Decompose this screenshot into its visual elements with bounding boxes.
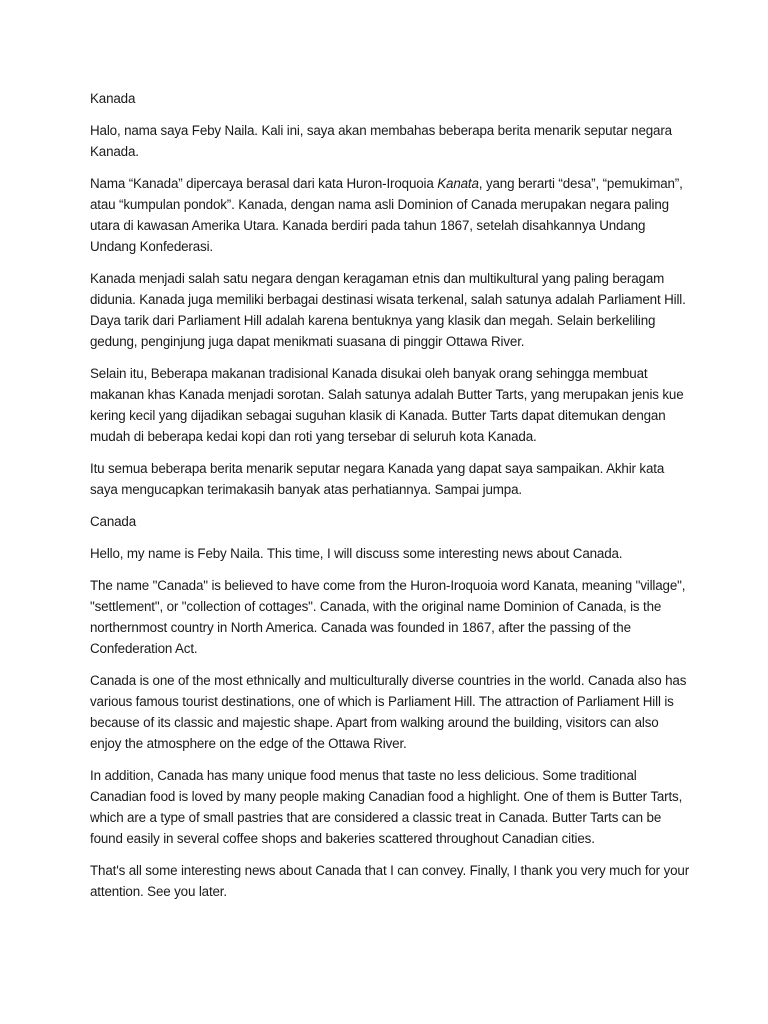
indonesian-title: Kanada	[90, 91, 136, 106]
english-paragraph-4: In addition, Canada has many unique food menus that taste no less delicious. Some traditional Canadian food is loved by many people making Canadian food a highlight. One of them is Butter Tarts, which are a type of small pastries that are considered a classic treat in Canada. Butter Tarts can be found easily in several coffee shops and bakeries scattered throughout Canadian cities.	[90, 768, 683, 846]
english-paragraph-1: Hello, my name is Feby Naila. This time, I will discuss some interesting news about Canada.	[90, 546, 623, 561]
indonesian-paragraph-1: Halo, nama saya Feby Naila. Kali ini, saya akan membahas beberapa berita menarik seputar negara Kanada.	[90, 123, 672, 159]
indonesian-paragraph-3: Kanada menjadi salah satu negara dengan keragaman etnis dan multikultural yang paling beragam didunia. Kanada juga memiliki berbagai destinasi wisata terkenal, salah satunya adalah Parliament Hill. Daya tarik dari Parliament Hill adalah karena bentuknya yang klasik dan megah. Selain berkeliling gedung, penginjung juga dapat menikmati suasana di pinggir Ottawa River.	[90, 271, 686, 349]
document-page	[90, 88, 690, 913]
english-title: Canada	[90, 514, 137, 529]
indonesian-paragraph-4: Selain itu, Beberapa makanan tradisional Kanada disukai oleh banyak orang sehingga membuat makanan khas Kanada menjadi sorotan. Salah satunya adalah Butter Tarts, yang merupakan jenis kue kering kecil yang dijadikan sebagai suguhan klasik di Kanada. Butter Tarts dapat ditemukan dengan mudah di beberapa kedai kopi dan roti yang tersebar di seluruh kota Kanada.	[90, 366, 684, 444]
english-paragraph-5: That's all some interesting news about Canada that I can convey. Finally, I thank you very much for your attention. See you later.	[90, 863, 690, 899]
indonesian-paragraph-2-start: Nama “Kanada” dipercaya berasal dari kata Huron-Iroquoia	[90, 176, 438, 191]
english-paragraph-3: Canada is one of the most ethnically and multiculturally diverse countries in the world. Canada also has various famous tourist destinations, one of which is Parliament Hill. The attraction of Parliament Hill is because of its classic and majestic shape. Apart from walking around the building, visitors can also enjoy the atmosphere on the edge of the Ottawa River.	[90, 673, 687, 751]
kanata-italic: Kanata	[437, 176, 479, 191]
english-paragraph-2: The name "Canada" is believed to have come from the Huron-Iroquoia word Kanata, meaning "village", "settlement", or "collection of cottages". Canada, with the original name Dominion of Canada, is the northernmost country in North America. Canada was founded in 1867, after the passing of the Confederation Act.	[90, 578, 686, 656]
indonesian-paragraph-2	[90, 173, 690, 257]
indonesian-paragraph-2-end: , yang berarti “desa”, “pemukiman”, atau “kumpulan pondok”. Kanada, dengan nama asli Dominion of Canada merupakan negara paling utara di kawasan Amerika Utara. Kanada berdiri pada tahun 1867, setelah disahkannya Undang Undang Konfederasi.	[90, 176, 683, 254]
indonesian-paragraph-5: Itu semua beberapa berita menarik seputar negara Kanada yang dapat saya sampaikan. Akhir kata saya mengucapkan terimakasih banyak atas perhatiannya. Sampai jumpa.	[90, 461, 665, 497]
